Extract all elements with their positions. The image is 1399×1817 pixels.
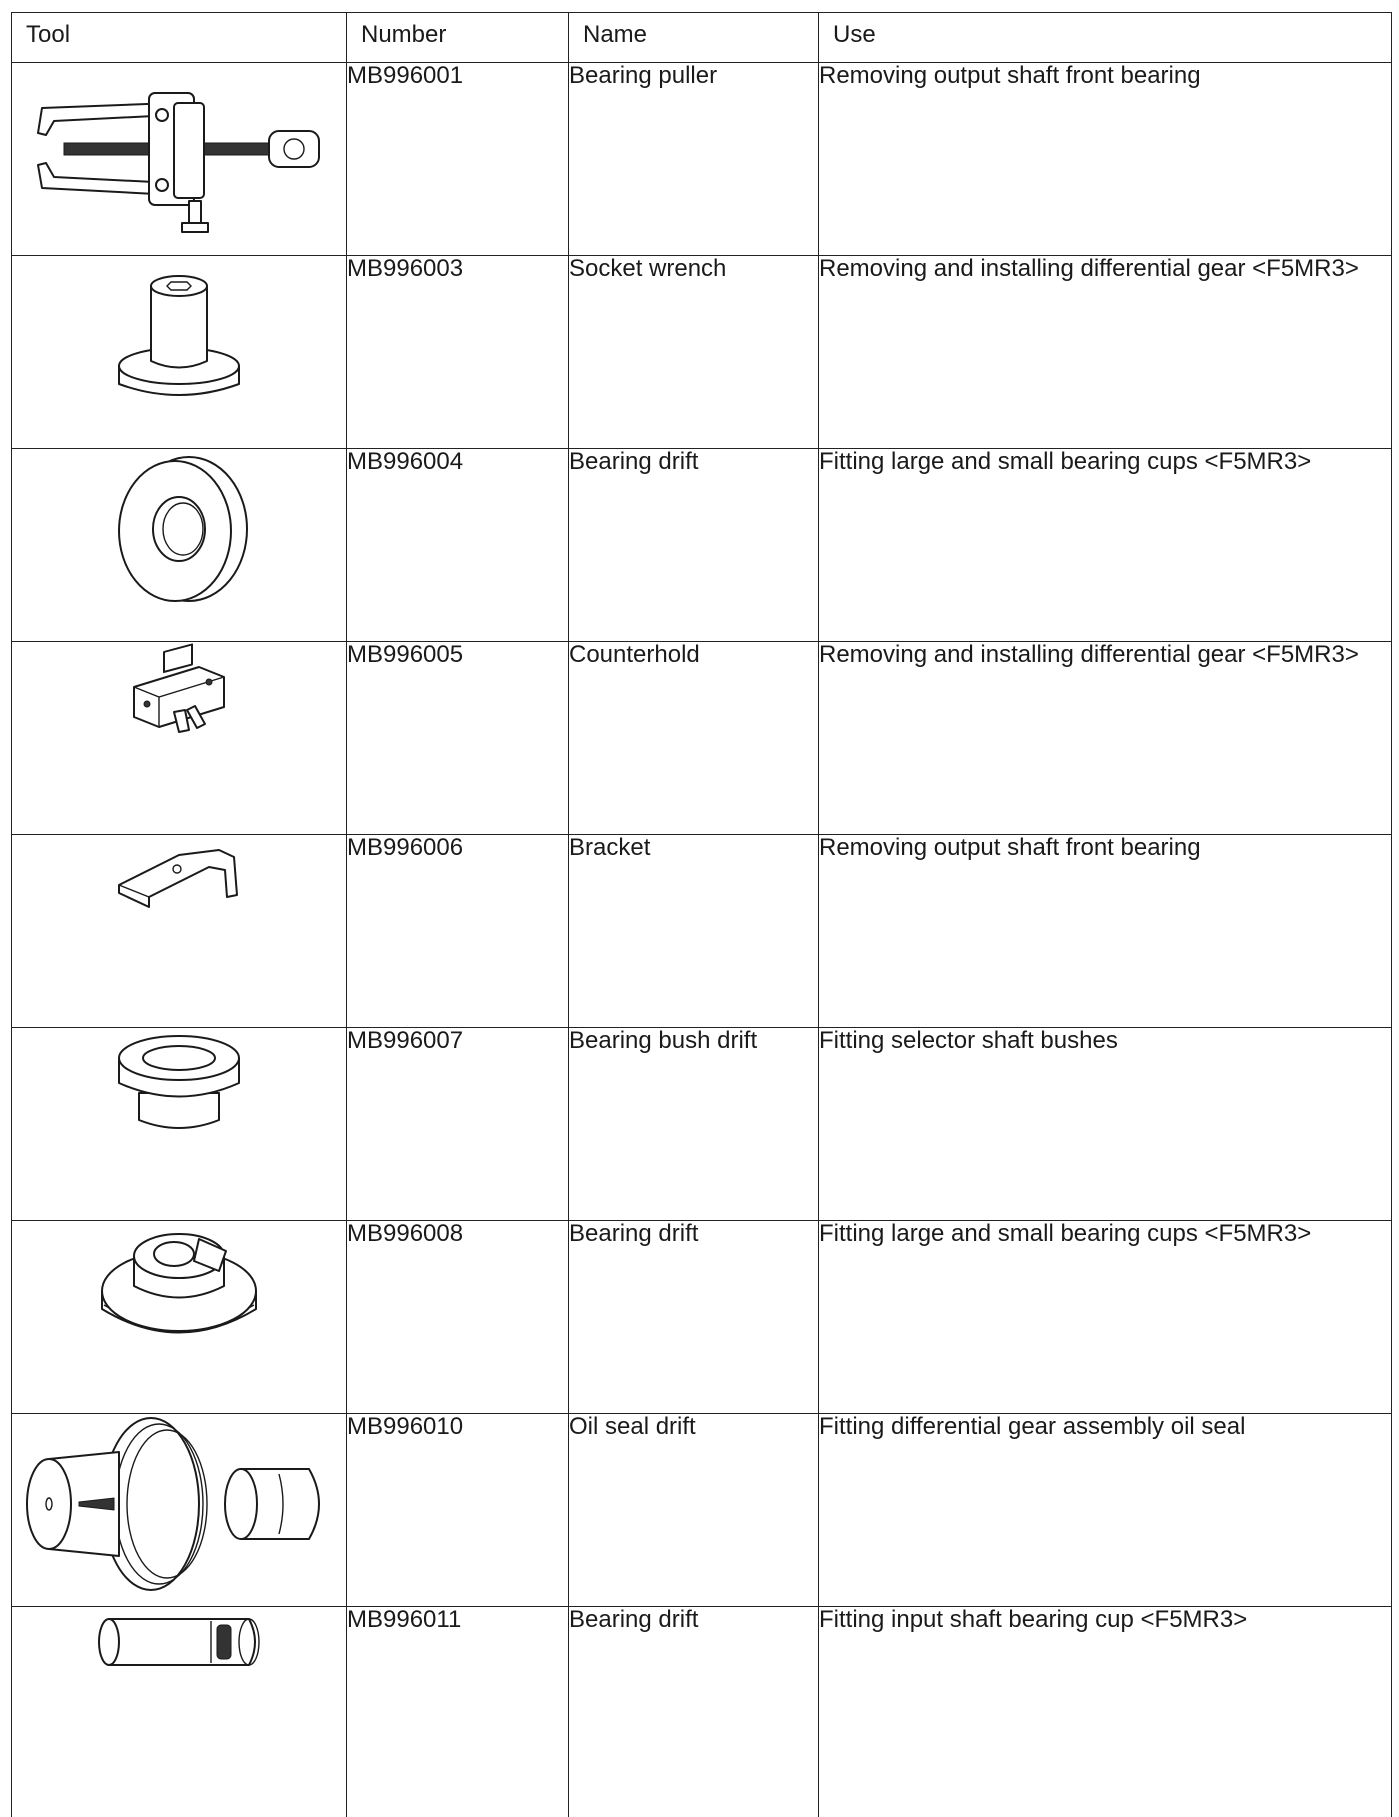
bracket-icon	[109, 835, 249, 925]
tool-number: MB996008	[347, 1221, 569, 1414]
tool-illustration-cell	[12, 1414, 347, 1607]
bearing-drift-icon	[94, 1221, 264, 1351]
tool-name: Bearing drift	[569, 449, 819, 642]
table-row	[12, 256, 1392, 449]
tool-number: MB996010	[347, 1414, 569, 1607]
tool-illustration-cell	[12, 1028, 347, 1221]
tool-name: Bearing puller	[569, 63, 819, 256]
tool-use: Removing and installing differential gear <F5MR3>	[819, 256, 1392, 449]
special-tools-page	[11, 12, 1391, 1796]
tool-name: Bearing bush drift	[569, 1028, 819, 1221]
tool-name: Bearing drift	[569, 1221, 819, 1414]
tool-name: Socket wrench	[569, 256, 819, 449]
tool-use: Fitting differential gear assembly oil seal	[819, 1414, 1392, 1607]
bearing-drift-icon	[89, 1607, 269, 1677]
table-row	[12, 642, 1392, 835]
bearing-drift-icon	[99, 449, 259, 609]
table-row	[12, 1028, 1392, 1221]
counterhold-icon	[119, 642, 239, 742]
tool-name: Bearing drift	[569, 1607, 819, 1817]
table-row	[12, 63, 1392, 256]
table-header-row	[12, 13, 1392, 63]
tool-illustration-cell	[12, 835, 347, 1028]
tool-use: Removing output shaft front bearing	[819, 835, 1392, 1028]
tool-number: MB996004	[347, 449, 569, 642]
oil-seal-drift-icon	[19, 1414, 339, 1594]
tool-use: Removing output shaft front bearing	[819, 63, 1392, 256]
socket-wrench-icon	[99, 256, 259, 406]
tool-use: Fitting input shaft bearing cup <F5MR3>	[819, 1607, 1392, 1817]
tool-illustration-cell	[12, 1221, 347, 1414]
tool-number: MB996006	[347, 835, 569, 1028]
table-row	[12, 1221, 1392, 1414]
tool-illustration-cell	[12, 1607, 347, 1817]
tool-name: Bracket	[569, 835, 819, 1028]
table-row	[12, 835, 1392, 1028]
tool-number: MB996001	[347, 63, 569, 256]
tool-number: MB996003	[347, 256, 569, 449]
tool-name: Counterhold	[569, 642, 819, 835]
table-row	[12, 449, 1392, 642]
header-tool: Tool	[12, 13, 347, 63]
tool-use: Fitting selector shaft bushes	[819, 1028, 1392, 1221]
tool-number: MB996007	[347, 1028, 569, 1221]
tool-illustration-cell	[12, 642, 347, 835]
header-number: Number	[347, 13, 569, 63]
header-name: Name	[569, 13, 819, 63]
tool-number: MB996011	[347, 1607, 569, 1817]
tool-use: Fitting large and small bearing cups <F5MR3>	[819, 449, 1392, 642]
tool-illustration-cell	[12, 256, 347, 449]
tool-illustration-cell	[12, 449, 347, 642]
special-tools-table	[11, 12, 1392, 1817]
table-row	[12, 1607, 1392, 1817]
table-row	[12, 1414, 1392, 1607]
tool-use: Removing and installing differential gear <F5MR3>	[819, 642, 1392, 835]
tool-number: MB996005	[347, 642, 569, 835]
tool-use: Fitting large and small bearing cups <F5MR3>	[819, 1221, 1392, 1414]
tool-illustration-cell	[12, 63, 347, 256]
bearing-bush-drift-icon	[109, 1028, 249, 1138]
tool-name: Oil seal drift	[569, 1414, 819, 1607]
bearing-puller-icon	[24, 63, 334, 233]
header-use: Use	[819, 13, 1392, 63]
